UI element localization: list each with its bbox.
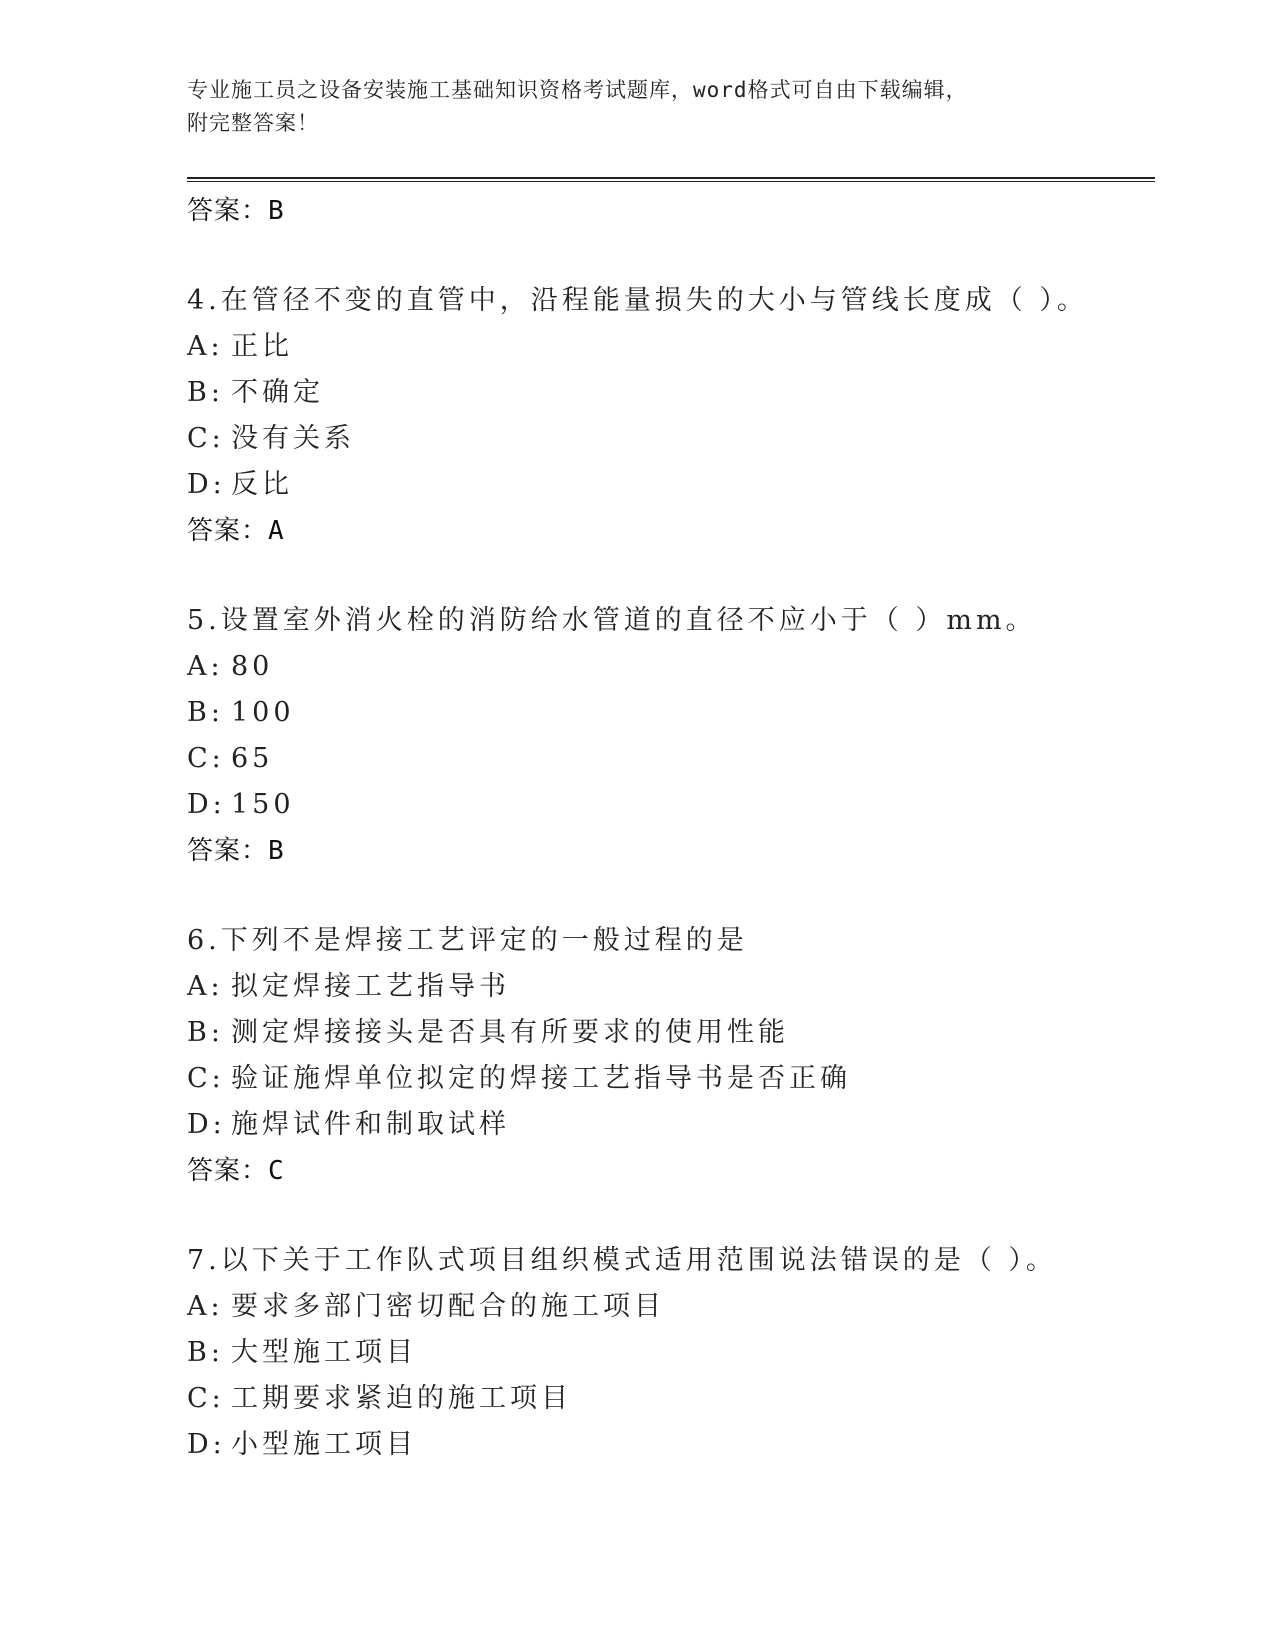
question-title: 6.下列不是焊接工艺评定的一般过程的是 [187, 925, 748, 956]
question-list [187, 188, 1155, 1468]
option-text: 150 [231, 789, 295, 820]
option-letter: C: [187, 743, 225, 774]
option-a [187, 964, 1155, 1010]
option-text: 测定焊接接头是否具有所要求的使用性能 [231, 1017, 789, 1048]
option-letter: A: [187, 971, 224, 1002]
option-text: 验证施焊单位拟定的焊接工艺指导书是否正确 [231, 1063, 851, 1094]
header-divider [187, 177, 1155, 182]
header-line-1: 专业施工员之设备安装施工基础知识资格考试题库，word格式可自由下载编辑， [187, 78, 968, 102]
option-letter: B: [187, 1017, 224, 1048]
option-text: 80 [231, 651, 274, 682]
option-letter: A: [187, 331, 224, 362]
option-c [187, 416, 1155, 462]
question-title: 4.在管径不变的直管中，沿程能量损失的大小与管线长度成（ ）。 [187, 285, 1088, 316]
option-letter: D: [187, 1429, 226, 1460]
option-b [187, 1010, 1155, 1056]
option-text: 施焊试件和制取试样 [231, 1109, 510, 1140]
option-text: 不确定 [231, 377, 324, 408]
option-b [187, 690, 1155, 736]
option-text: 要求多部门密切配合的施工项目 [231, 1291, 665, 1322]
option-text: 没有关系 [231, 423, 355, 454]
option-letter: D: [187, 469, 226, 500]
option-b [187, 1330, 1155, 1376]
option-letter: B: [187, 1337, 224, 1368]
option-letter: D: [187, 1109, 226, 1140]
option-text: 65 [231, 743, 274, 774]
question-4 [187, 278, 1155, 554]
option-c [187, 1376, 1155, 1422]
question-title: 7.以下关于工作队式项目组织模式适用范围说法错误的是（ ）。 [187, 1245, 1057, 1276]
option-text: 反比 [231, 469, 293, 500]
option-letter: B: [187, 377, 224, 408]
option-letter: D: [187, 789, 226, 820]
option-letter: C: [187, 1383, 225, 1414]
option-b [187, 370, 1155, 416]
option-c [187, 736, 1155, 782]
option-text: 100 [231, 697, 295, 728]
option-letter: A: [187, 651, 224, 682]
option-letter: C: [187, 423, 225, 454]
question-title: 5.设置室外消火栓的消防给水管道的直径不应小于（ ）mm。 [187, 605, 1037, 636]
option-letter: C: [187, 1063, 225, 1094]
answer-line: 答案：B [187, 196, 285, 226]
option-d [187, 1422, 1155, 1468]
document-header [187, 74, 1087, 140]
option-c [187, 1056, 1155, 1102]
option-text: 正比 [231, 331, 293, 362]
option-d [187, 462, 1155, 508]
option-d [187, 782, 1155, 828]
answer-line: 答案：B [187, 836, 285, 866]
question-6 [187, 918, 1155, 1194]
option-text: 工期要求紧迫的施工项目 [231, 1383, 572, 1414]
question-7 [187, 1238, 1155, 1468]
option-text: 小型施工项目 [231, 1429, 417, 1460]
option-letter: A: [187, 1291, 224, 1322]
option-a [187, 324, 1155, 370]
option-a [187, 644, 1155, 690]
option-letter: B: [187, 697, 224, 728]
option-d [187, 1102, 1155, 1148]
option-a [187, 1284, 1155, 1330]
question-5 [187, 598, 1155, 874]
answer-line: 答案：A [187, 516, 285, 546]
answer-line: 答案：C [187, 1156, 285, 1186]
header-line-2: 附完整答案！ [187, 111, 319, 135]
option-text: 拟定焊接工艺指导书 [231, 971, 510, 1002]
option-text: 大型施工项目 [231, 1337, 417, 1368]
